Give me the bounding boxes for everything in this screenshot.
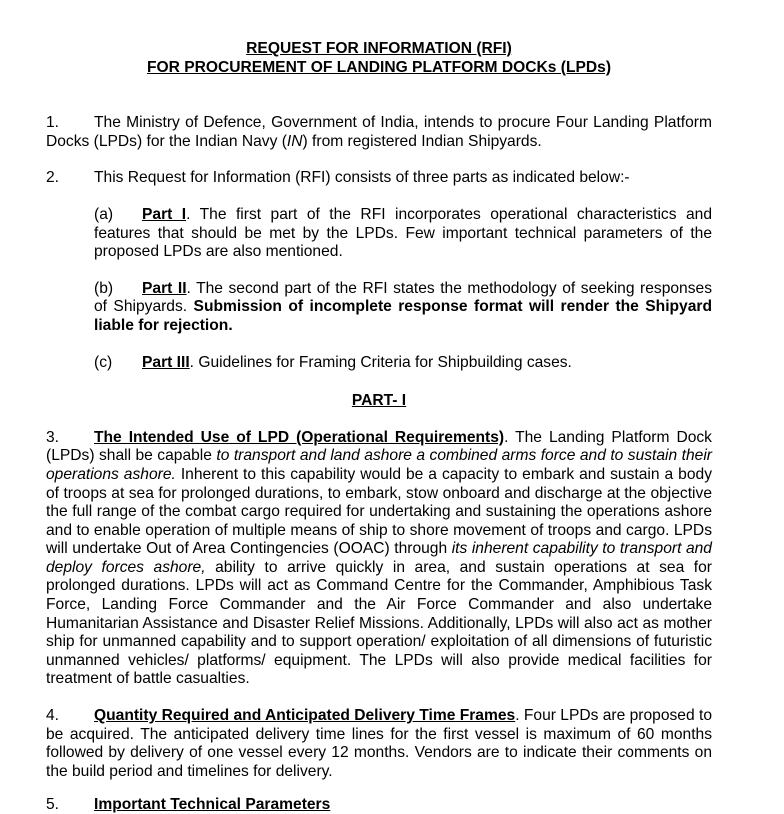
sub-paragraph-a [94, 206, 712, 262]
document-page [46, 40, 712, 781]
paragraph-3-heading: The Intended Use of LPD (Operational Requirements) [94, 428, 505, 446]
sub-paragraph-c [94, 354, 712, 373]
paragraph-3-italic-1: to transport and land ashore a combined arms force and to sustain their operations ashore. [46, 447, 712, 483]
sub-paragraph-b-bold-text: Submission of incomplete response format will render the Shipyard liable for rejection. [94, 298, 712, 334]
paragraph-2-number: 2. [46, 169, 60, 187]
paragraph-3-italic-2: its inherent capability to transport and deploy forces ashore, [46, 540, 712, 576]
sub-paragraph-c-text: . Guidelines for Framing Criteria for Shipbuilding cases. [189, 353, 572, 371]
paragraph-4-text: . Four LPDs are proposed to be acquired. The anticipated delivery time lines for the first vessel is maximum of 60 months followed by delivery of one vessel every 12 months. Vendors are to indicate their comments on the build period and timelines for delivery. [46, 707, 712, 780]
paragraph-4 [46, 707, 712, 781]
sub-paragraph-a-tag: (a) [94, 205, 114, 223]
paragraph-1-text-b: ) from registered Indian Shipyards. [302, 132, 542, 150]
sub-paragraph-b-text: . The second part of the RFI states the methodology of seeking responses of Shipyards. [94, 279, 712, 316]
sub-paragraph-c-heading: Part III [142, 353, 190, 371]
paragraph-1-text-a: The Ministry of Defence, Government of India, intends to procure Four Landing Platform Docks (LPDs) for the Indian Navy ( [46, 114, 712, 150]
sub-paragraph-c-tag: (c) [94, 353, 113, 371]
paragraph-2 [46, 169, 712, 188]
paragraph-3-text-3: ability to arrive quickly in area, and sustain operations at sea for prolonged durations. LPDs will act as Command Centre for the Commander, Amphibious Task Force, Landing Force Commander and the Air Force Commander and also undertake Humanitarian Assistance and Disaster Relief Missions. Additionally, LPDs will also act as mother ship for unmanned capability and to support operation/ exploitation of all dimensions of futuristic unmanned vehicles/ platforms/ equipment. The LPDs will also provide medical facilities for treatment of battle casualties. [46, 558, 713, 688]
sub-paragraph-a-text: . The first part of the RFI incorporates operational characteristics and features that should be met by the LPDs. Few important technical parameters of the proposed LPDs are also mentioned. [94, 205, 712, 261]
paragraph-5-number: 5. [46, 796, 60, 813]
sub-paragraph-b-tag: (b) [94, 279, 114, 297]
paragraph-3-text-1: . The Landing Platform Dock (LPDs) shall be capable [46, 428, 712, 465]
paragraph-1-number: 1. [46, 114, 60, 132]
paragraph-3-text-2: Inherent to this capability would be a capacity to embark and sustain a body of troops at sea for prolonged durations, to embark, stow onboard and discharge at the objective the full range of the combat cargo required for undertaking and sustaining the operations ashore and to enable operation of multiple means of ship to shore movement of troops and cargo. LPDs will undertake Out of Area Contingencies (OOAC) through [46, 465, 712, 558]
sub-paragraph-a-heading: Part I [142, 205, 187, 223]
sub-paragraph-b-heading: Part II [142, 279, 187, 297]
part-1-heading: PART- I [351, 392, 407, 410]
document-title-line-2: FOR PROCUREMENT OF LANDING PLATFORM DOCKs (LPDs) [146, 58, 612, 76]
paragraph-4-heading: Quantity Required and Anticipated Delivery Time Frames [94, 707, 516, 725]
paragraph-1 [46, 114, 712, 151]
sub-paragraph-b [94, 280, 712, 336]
document-title-line-1: REQUEST FOR INFORMATION (RFI) [246, 40, 512, 57]
paragraph-2-text: This Request for Information (RFI) consists of three parts as indicated below:- [94, 169, 630, 187]
paragraph-1-text-in: IN [286, 132, 303, 150]
paragraph-3-number: 3. [46, 428, 60, 446]
paragraph-5-heading: Important Technical Parameters [94, 796, 331, 813]
paragraph-4-number: 4. [46, 707, 60, 725]
paragraph-5-cutoff [46, 796, 712, 814]
paragraph-3 [46, 429, 712, 689]
